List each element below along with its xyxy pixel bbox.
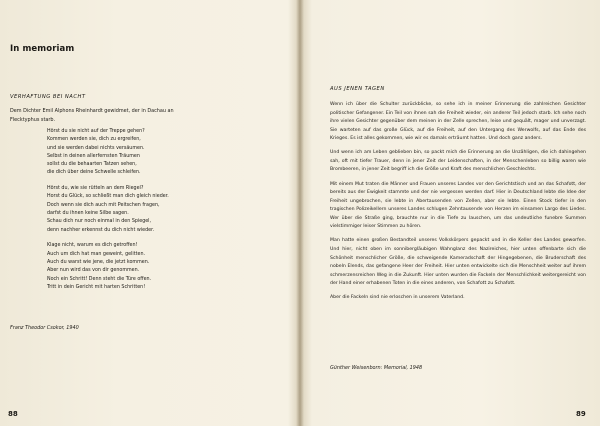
left-page [0, 0, 296, 426]
poem-line: Schau dich nur noch einmal in den Spiegel, [47, 219, 152, 225]
right-page [304, 0, 600, 426]
poem-line: Hörst du, wie sie rütteln an dem Riegel? [47, 186, 144, 192]
poem-line: Auch um dich hat man geweint, gelitten. [47, 251, 146, 257]
poem-line: Kommen werden sie, dich zu ergreifen, [47, 137, 141, 143]
essay-paragraph: Wenn ich über die Schulter zurückblicke, so sehe ich in meiner Erinnerung die zahlreichen Gesichter politischer Gefangener. Ein Teil von ihnen sah die Freiheit wieder, ein anderer Teil jedoch starb. Ich sehe noch ihre vielen Gesichter gegenüber dem meinen in der Zelle sprechen, leise und gequält, mager und unverzagt. Sie warteten auf das große Glück, auf die Freiheit, auf den Untergang des Werwolfs, auf das Ende des Krieges. Es ist alles gekommen, wie wir es damals erträumt hatten. Und doch ganz anders. [330, 102, 586, 142]
essay-body [330, 101, 586, 308]
section-header: In memoriam [10, 44, 75, 54]
page-number-right: 89 [576, 410, 586, 418]
poem-line: Selbst in deinen allerfernsten Träumen [47, 153, 140, 159]
poem-line: Horst du Glück, so schließt man dich gleich nieder. [47, 194, 169, 200]
essay-paragraph: Man hatte einen großen Bestandteil unseres Volkskörpers gepackt und in die Keller des Landes geworfen. Und hier, nicht oben im sonnibergläubigen Wahnglanz des Nazireiches, hier unten offenbarte sich die Schönheit menschlicher Größe, die schweigende Kameradschaft der Hingegebenen, die Bruderschaft des nobeln Elends, das gefangene Heer der Freiheit. Hier unten entwickelte sich die Menschheit weiter auf ihrem schmerzensreichen Weg in die Zukunft. Hier unten wurden die Fackeln der Menschlichkeit weitergereicht von der Hand einer erhabenen Toten in die eines anderen, von Schafott zu Schafott. [330, 238, 586, 287]
essay-paragraph: Aber die Fackeln sind nie erloschen in unserem Vaterland. [330, 295, 465, 301]
dedication-line: Dem Dichter Emil Alphons Rheinhardt gewidmet, der in Dachau an [10, 108, 174, 114]
poem-line: Tritt in dein Gericht mit harten Schritten! [47, 284, 146, 290]
dedication-line: Flecktyphus starb. [10, 116, 56, 123]
page-number-left: 88 [8, 410, 18, 418]
poem-stanza [47, 242, 287, 292]
poem-line: Noch ein Schritt! Denn steht die Türe offen. [47, 276, 152, 282]
poem-stanza [47, 185, 287, 235]
essay-credit: Günther Weisenborn: Memorial, 1948 [330, 365, 423, 371]
poem-line: Klage nicht, warum es dich getroffen! [47, 243, 138, 249]
poem-line: Doch wenn sie dich auch mit Peitschen fragen, [47, 202, 160, 208]
poem-credit: Franz Theodor Csokor, 1940 [10, 325, 79, 331]
poem-line: und sie werden dabei nichts versäumen. [47, 145, 145, 151]
poem-stanza [47, 128, 287, 178]
poem [47, 128, 287, 300]
essay-title: AUS JENEN TAGEN [330, 86, 385, 92]
poem-title: VERHAFTUNG BEI NACHT [10, 94, 86, 100]
poem-line: die dich über deine Schwelle schleifen. [47, 170, 141, 176]
poem-line: Aber nun wird das von dir genommen. [47, 268, 140, 274]
essay-paragraph: Und wenn ich am Leben geblieben bin, so packt mich die Erinnerung an die Unzähligen, die ich dahingehen sah, oft mit tiefer Trauer, denn in jener Zeit der Leidenschaften, in der Menschenleben so billig waren wie Brombeeren, in jener Zeit begriff ich die Größe und Kraft des menschlichen Geschlechts. [330, 150, 586, 173]
poem-line: Auch du warst wie jene, die jetzt kommen. [47, 259, 150, 265]
poem-line: denn nachher erkennst du dich nicht wieder. [47, 227, 155, 233]
essay-paragraph: Mit einem Mut traten die Männer und Frauen unseres Landes vor den Gerichtstisch und an das Schafott, der bereits aus der Ewigkeit stammte und der nie vergessen werden darf. Hier in Deutschland lebte die Idee der Freiheit ungebrochen, sie lebte in Abertausenden von Zellen, aber sie lebte. Einen Stock tiefer in den tragischen Polizeikellern unseres Landes schlugen Zehntausende von Herzen im einsamen Largo des Liedes. Wer über die Straße ging, brauchte nur in die Tiefe zu lauschen, um das undeutliche funebre Summen vielstimmiger leiser Stimmen zu hören. [330, 181, 586, 230]
poem-line: Hörst du sie nicht auf der Treppe gehen? [47, 129, 145, 134]
poem-line: sollst du die behaarten Tatzen sehen, [47, 162, 137, 168]
poem-line: darfst du ihnen keine Silbe sagen. [47, 211, 129, 217]
dedication [10, 107, 270, 125]
book-gutter [296, 0, 304, 426]
